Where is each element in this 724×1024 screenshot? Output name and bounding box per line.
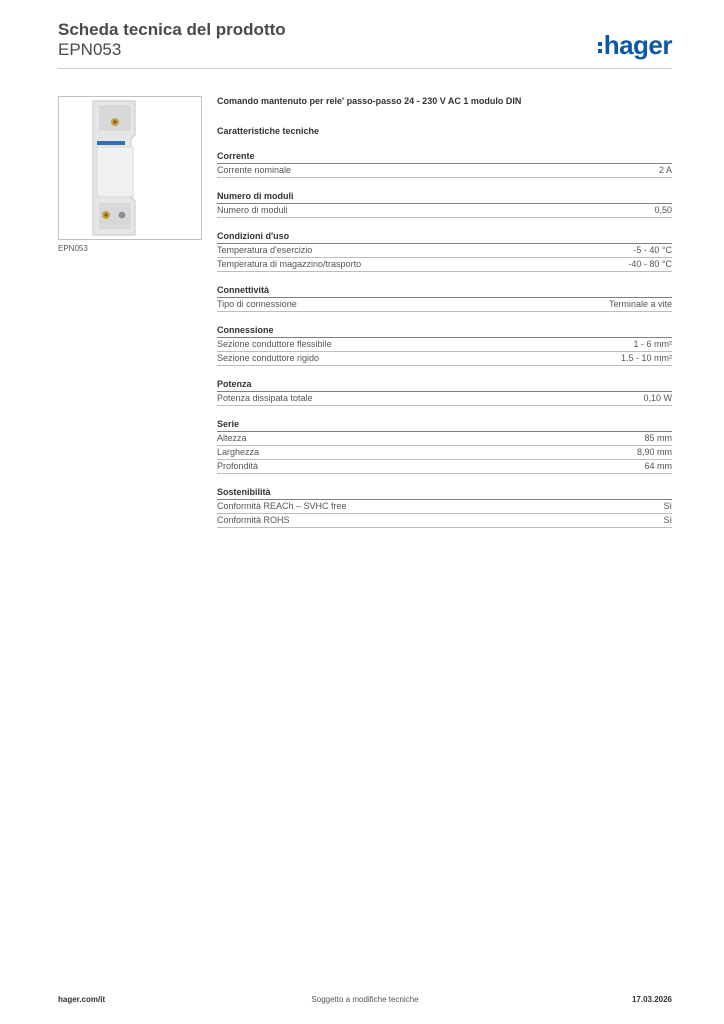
spec-row [217,500,672,514]
spec-group [217,418,672,474]
spec-value: 0,10 W [643,393,672,403]
spec-value: 64 mm [644,461,672,471]
image-caption: EPN053 [58,244,88,253]
hager-logo [598,30,672,61]
logo-dots-icon [598,39,602,56]
spec-row [217,432,672,446]
characteristics-heading: Caratteristiche tecniche [217,126,320,136]
spec-label: Temperatura di magazzino/trasporto [217,259,362,269]
spec-label: Conformità REACh – SVHC free [217,501,347,511]
spec-value: 1 - 6 mm² [633,339,672,349]
spec-label: Temperatura d'esercizio [217,245,313,255]
spec-value: 0,50 [654,205,672,215]
spec-label: Corrente nominale [217,165,292,175]
spec-value: 1.5 - 10 mm² [620,353,672,363]
spec-value: -40 - 80 °C [628,259,672,269]
spec-value: Sì [663,515,672,525]
spec-row [217,164,672,178]
spec-group [217,324,672,366]
footer-date: 17.03.2026 [631,995,672,1004]
spec-group [217,378,672,406]
spec-group-title: Serie [217,418,672,432]
spec-group-title: Sostenibilità [217,486,672,500]
spec-value: Sì [663,501,672,511]
page-header [58,20,672,60]
spec-group [217,190,672,218]
spec-value: -5 - 40 °C [633,245,672,255]
spec-label: Larghezza [217,447,260,457]
spec-row [217,352,672,366]
page-title: Scheda tecnica del prodotto [58,20,286,39]
spec-label: Sezione conduttore flessibile [217,339,332,349]
spec-groups [217,150,672,528]
spec-value: 8,90 mm [636,447,672,457]
footer-note: Soggetto a modifiche tecniche [311,995,419,1004]
spec-label: Tipo di connessione [217,299,297,309]
spec-value: 2 A [658,165,672,175]
spec-group-title: Condizioni d'uso [217,230,672,244]
spec-row [217,204,672,218]
spec-label: Conformità ROHS [217,515,290,525]
spec-row [217,446,672,460]
logo-text: hager [603,30,672,60]
product-illustration-icon [59,97,201,239]
spec-label: Sezione conduttore rigido [217,353,320,363]
spec-row [217,298,672,312]
spec-row [217,258,672,272]
product-image [58,96,202,240]
spec-row [217,514,672,528]
spec-group-title: Connettività [217,284,672,298]
spec-row [217,392,672,406]
footer-website: hager.com/it [58,995,106,1004]
spec-value: 85 mm [644,433,672,443]
spec-group [217,284,672,312]
spec-group [217,150,672,178]
spec-group [217,486,672,528]
spec-row [217,338,672,352]
specs-section [217,94,672,528]
spec-group-title: Potenza [217,378,672,392]
spec-group [217,230,672,272]
spec-label: Potenza dissipata totale [217,393,313,403]
spec-row [217,244,672,258]
spec-label: Altezza [217,433,247,443]
spec-group-title: Connessione [217,324,672,338]
spec-group-title: Numero di moduli [217,190,672,204]
spec-value: Terminale a vite [608,299,672,309]
header-divider [58,68,672,69]
product-code: EPN053 [58,40,122,59]
spec-row [217,460,672,474]
spec-label: Profondità [217,461,259,471]
spec-group-title: Corrente [217,150,672,164]
spec-label: Numero di moduli [217,205,288,215]
product-description: Comando mantenuto per rele' passo-passo 24 - 230 V AC 1 modulo DIN [217,96,522,106]
